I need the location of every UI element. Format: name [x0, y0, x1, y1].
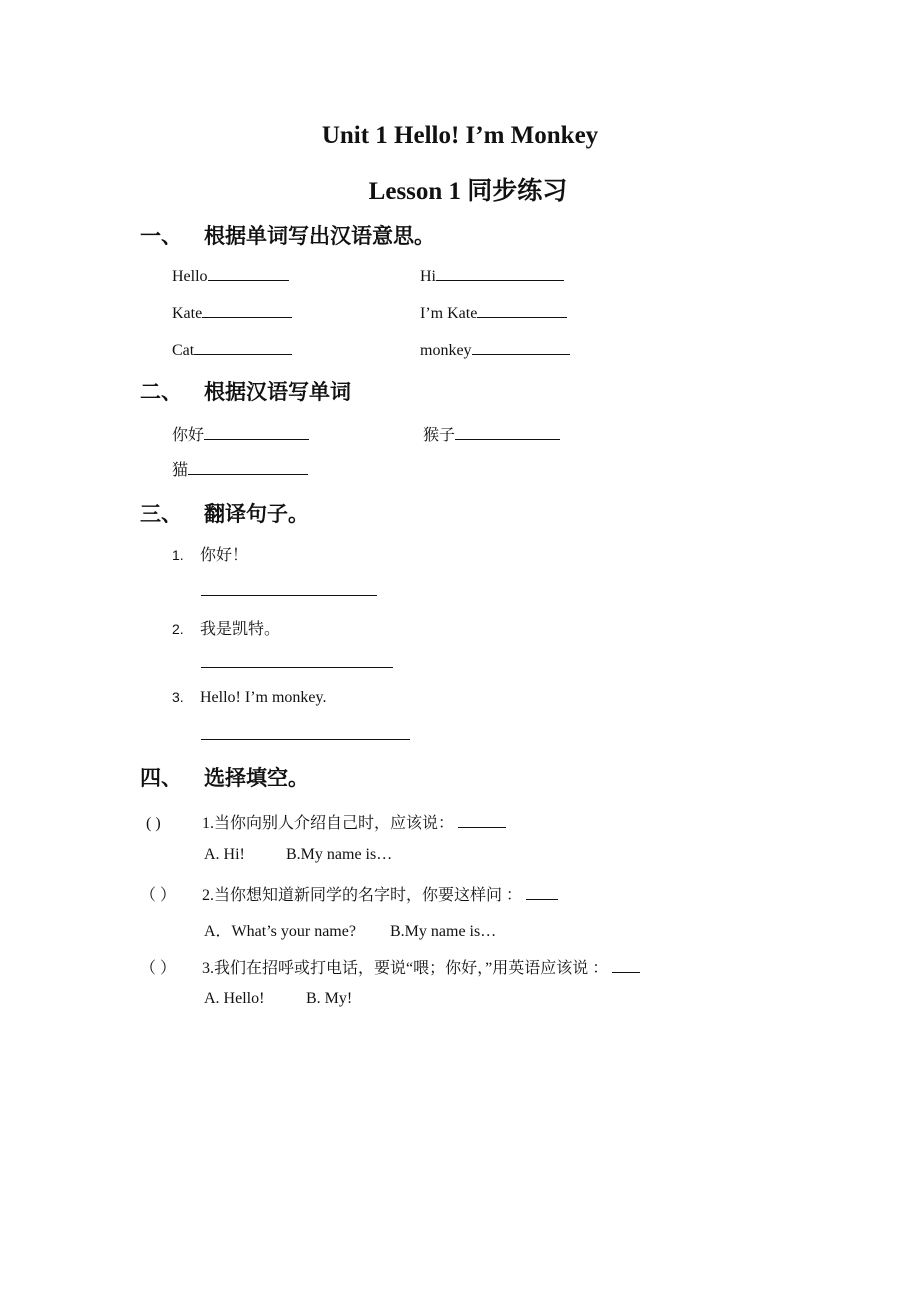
chinese-item-mao: [172, 457, 308, 480]
item-text: 你好！: [200, 547, 249, 564]
section-1-title: 根据单词写出汉语意思。: [204, 224, 435, 248]
section-3-title: 翻译句子。: [204, 502, 309, 526]
question-text: 2.当你想知道新同学的名字时，你要这样问 ：: [202, 887, 523, 904]
translate-item-3: [172, 689, 326, 707]
question-text: 3.我们在招呼或打电话，要说“喂；你好，”用英语应该说 ：: [202, 960, 609, 977]
item-number: 1.: [172, 547, 184, 563]
option-a: A. Hello!: [204, 990, 265, 1007]
word-label: 你好: [172, 427, 205, 444]
answer-blank[interactable]: [455, 425, 560, 440]
choice-question-1: [146, 810, 506, 833]
answer-blank[interactable]: [208, 266, 289, 281]
answer-blank[interactable]: [526, 885, 558, 900]
choice-options-2: [204, 918, 496, 941]
answer-blank[interactable]: [188, 460, 308, 475]
choice-options-3: [204, 990, 352, 1008]
section-4-title: 选择填空。: [204, 766, 309, 790]
option-b: B. My!: [306, 990, 353, 1007]
answer-line-3[interactable]: [201, 739, 410, 740]
word-label: Hi: [420, 268, 436, 285]
answer-blank[interactable]: [436, 266, 564, 281]
section-4-number: 四、: [140, 766, 182, 790]
word-item-monkey: [420, 340, 570, 360]
answer-blank[interactable]: [458, 813, 506, 828]
answer-paren[interactable]: （ ）: [140, 887, 177, 904]
choice-options-1: [204, 846, 392, 864]
word-item-cat: [172, 340, 292, 360]
item-text: Hello! I’m monkey.: [200, 689, 327, 706]
section-4-heading: [140, 762, 309, 792]
page-subtitle: Lesson 1 同步练习: [368, 178, 568, 205]
option-a: A．What’s your name?: [204, 923, 356, 940]
chinese-item-houzi: [423, 422, 560, 445]
chinese-item-nihao: [172, 422, 309, 445]
section-1-number: 一、: [140, 224, 182, 248]
option-b: B.My name is…: [390, 923, 497, 940]
answer-line-1[interactable]: [201, 595, 377, 596]
answer-blank[interactable]: [477, 303, 567, 318]
translate-item-2: [172, 616, 280, 639]
answer-blank[interactable]: [612, 958, 640, 973]
answer-blank[interactable]: [204, 425, 309, 440]
choice-question-3: [140, 955, 640, 978]
answer-line-2[interactable]: [201, 667, 393, 668]
word-label: 猫: [172, 462, 189, 479]
section-2-heading: [140, 376, 351, 406]
option-a: A. Hi!: [204, 846, 245, 863]
word-item-im-kate: [420, 303, 567, 323]
word-item-hi: [420, 266, 564, 286]
section-2-title: 根据汉语写单词: [204, 380, 351, 404]
word-item-hello: [172, 266, 289, 286]
answer-paren[interactable]: （ ）: [140, 960, 177, 977]
answer-paren[interactable]: ( ): [146, 815, 161, 832]
translate-item-1: [172, 542, 248, 565]
word-label: Hello: [172, 268, 208, 285]
word-item-kate: [172, 303, 292, 323]
question-text: 1.当你向别人介绍自己时，应该说：: [202, 815, 455, 832]
section-1-heading: [140, 220, 435, 250]
item-text: 我是凯特。: [200, 621, 281, 638]
section-3-number: 三、: [140, 502, 182, 526]
section-2-number: 二、: [140, 380, 182, 404]
option-b: B.My name is…: [286, 846, 393, 863]
word-label: Kate: [172, 305, 203, 322]
item-number: 3.: [172, 689, 184, 705]
section-3-heading: [140, 498, 309, 528]
answer-blank[interactable]: [472, 340, 570, 355]
answer-blank[interactable]: [194, 340, 292, 355]
choice-question-2: [140, 882, 558, 905]
page-title: Unit 1 Hello! I’m Monkey: [321, 122, 599, 149]
word-label: Cat: [172, 342, 195, 359]
word-label: I’m Kate: [420, 305, 478, 322]
word-label: monkey: [420, 342, 472, 359]
answer-blank[interactable]: [202, 303, 292, 318]
item-number: 2.: [172, 621, 184, 637]
word-label: 猴子: [423, 427, 456, 444]
